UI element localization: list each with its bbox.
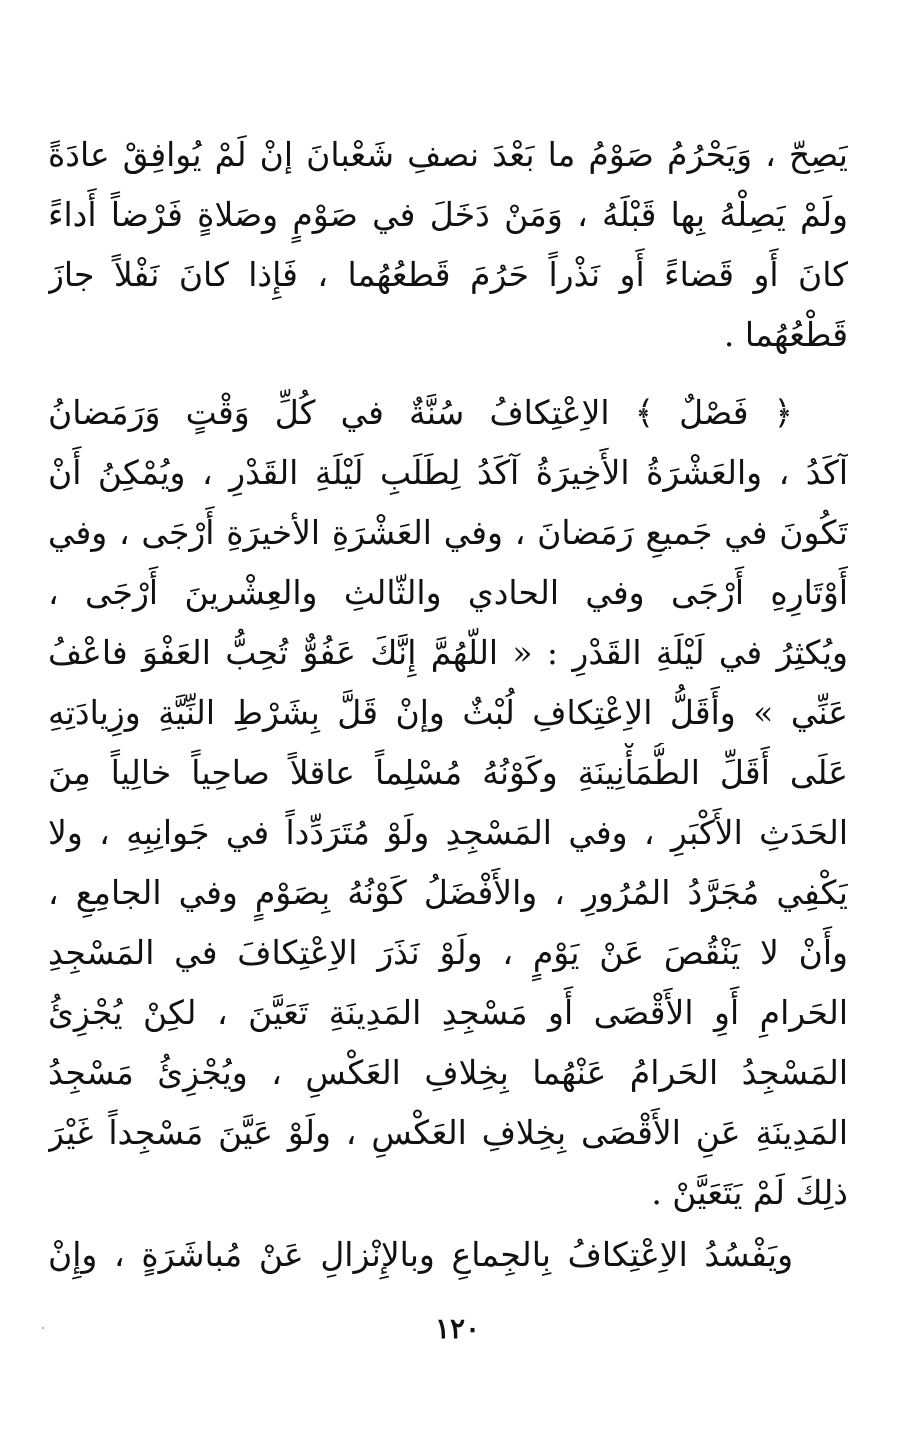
text-line: عَنِّي » وأَقَلُّ الاِعْتِكافِ لُبْثٌ وإنْ قَلَّ بِشَرْطِ النِّيَّةِ وزِيادَتِهِ [48,693,848,732]
text-line: ويُكثِرُ في لَيْلَةِ القَدْرِ : « اللّهُمَّ إِنَّكَ عَفُوٌّ تُحِبُّ العَفْوَ فاعْفُ [48,633,848,672]
paragraph-fasting [48,125,848,365]
text-line: قَطْعُهُما . [723,315,848,354]
text-line: الحَدَثِ الأَكْبَرِ ، وفي المَسْجِدِ ولَوْ مُتَرَدِّداً في جَوانِبِهِ ، ولا [48,813,848,852]
paragraph-itikaf-section [48,383,848,1223]
text-line: المَسْجِدُ الحَرامُ عَنْهُما بِخِلافِ العَكْسِ ، ويُجْزِئُ مَسْجِدُ [48,1053,848,1092]
text-line: الحَرامِ أَوِ الأَقْصَى أَو مَسْجِدِ المَدِينَةِ تَعَيَّنَ ، لكِنْ يُجْزِئُ [48,993,848,1032]
text-line: وأَنْ لا يَنْقُصَ عَنْ يَوْمٍ ، ولَوْ نَذَرَ الاِعْتِكافَ في المَسْجِدِ [48,933,848,972]
text-line: عَلَى أَقَلِّ الطُّمَأْنِينَةِ وكَوْنُهُ مُسْلِماً عاقلاً صاحِياً خالِياً مِنَ [48,753,848,792]
text-line: كانَ أَو قَضاءً أَو نَذْراً حَرُمَ قَطعُهُما ، فَإِذا كانَ نَفْلاً جازَ [48,255,848,294]
text-line: أَوْتَارِهِ أَرْجَى وفي الحادي والثّالثِ والعِشْرينَ أَرْجَى ، [48,573,848,612]
text-line: يَصِحّ ، وَيَحْرُمُ صَوْمُ ما بَعْدَ نصفِ شَعْبانَ إنْ لَمْ يُوافِقْ عادَةً [48,135,848,174]
scan-speck [42,1327,44,1329]
text-line: ذلِكَ لَمْ يَتَعَيَّنْ . [651,1173,848,1212]
section-heading-line: ﴿ فَصْلٌ ﴾ الاِعْتِكافُ سُنَّةٌ في كُلِّ وَقْتٍ وَرَمَضانُ [48,393,793,432]
page-number: ١٢٠ [434,1312,481,1345]
text-line: ولَمْ يَصِلْهُ بِها قَبْلَهُ ، وَمَنْ دَخَلَ في صَوْمٍ وصَلاةٍ فَرْضاً أَداءً [48,195,848,234]
text-line: يَكْفِي مُجَرَّدُ المُرُورِ ، والأَفْضَلُ كَوْنُهُ بِصَوْمٍ وفي الجامِعِ ، [48,873,848,912]
paragraph-invalidation [48,1225,848,1285]
text-line: ويَفْسُدُ الاِعْتِكافُ بِالجِماعِ وبالإِنْزالِ عَنْ مُباشَرَةٍ ، وإِنْ [48,1235,793,1274]
text-line: المَدِينَةِ عَنِ الأَقْصَى بِخِلافِ العَكْسِ ، ولَوْ عَيَّنَ مَسْجِداً غَيْرَ [48,1113,848,1152]
text-line: تَكُونَ في جَميعِ رَمَضانَ ، وفي العَشْرَةِ الأخيرَةِ أَرْجَى ، وفي [48,513,848,552]
text-line: آكَدُ ، والعَشْرَةُ الأَخِيرَةُ آكَدُ لِطَلَبِ لَيْلَةِ القَدْرِ ، ويُمْكِنُ أَنْ [48,453,848,492]
